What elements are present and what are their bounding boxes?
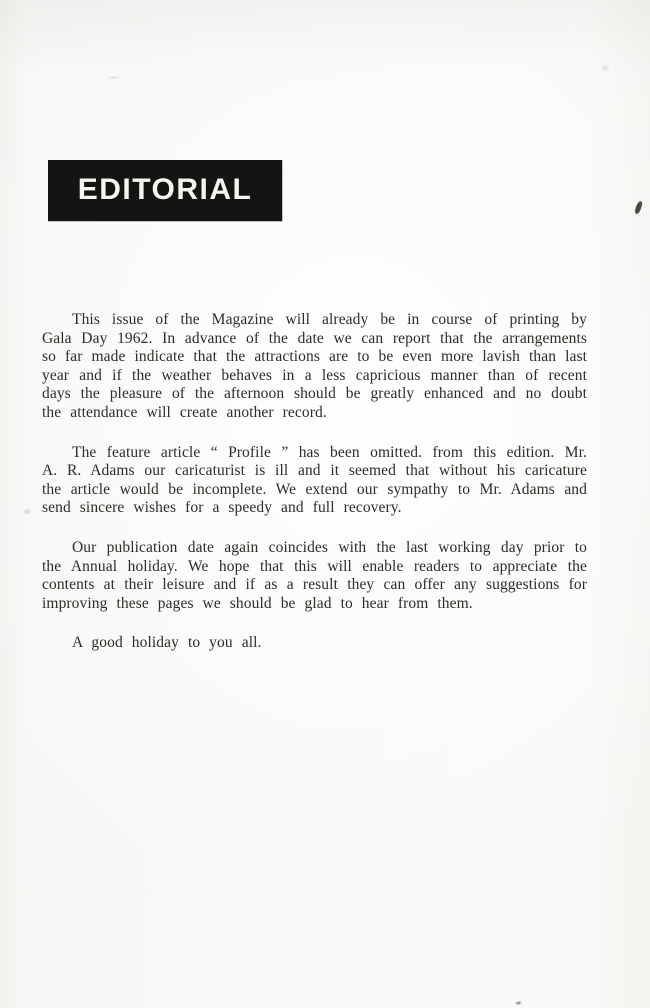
editorial-body [42, 311, 587, 653]
scan-artifact-right-smudge [600, 64, 610, 72]
scan-artifact-bottom-speck [515, 1000, 523, 1005]
paragraph-profile-omitted: The feature article “ Profile ” has been omitted. from this edition. Mr. A. R. Adams our caricaturist is ill and it seemed that without his caricature the article would be incomplete. We extend our sympathy to Mr. Adams and send sincere wishes for a speedy and full recovery. [42, 443, 587, 517]
paragraph-publication-date: Our publication date again coincides with the last working day prior to the Annual holiday. We hope that this will enable readers to appreciate the contents at their leisure and if as a result they can offer any suggestions for improving these pages we should be glad to hear from them. [42, 538, 587, 612]
paragraph-closing-wish: A good holiday to you all. [72, 634, 262, 652]
editorial-header-box [48, 160, 282, 221]
page-title: EDITORIAL [77, 172, 253, 206]
scan-artifact-top-smudge [106, 76, 120, 79]
scan-artifact-right-mark [634, 201, 643, 215]
paragraph-gala-day: This issue of the Magazine will already be in course of printing by Gala Day 1962. In advance of the date we can report that the arrangements so far made indicate that the attractions are to be even more lavish than last year and if the weather behaves in a less capricious manner than of recent days the pleasure of the afternoon should be greatly enhanced and no doubt the attendance will create another record. [42, 311, 587, 421]
scan-artifact-left-smudge [22, 508, 32, 515]
